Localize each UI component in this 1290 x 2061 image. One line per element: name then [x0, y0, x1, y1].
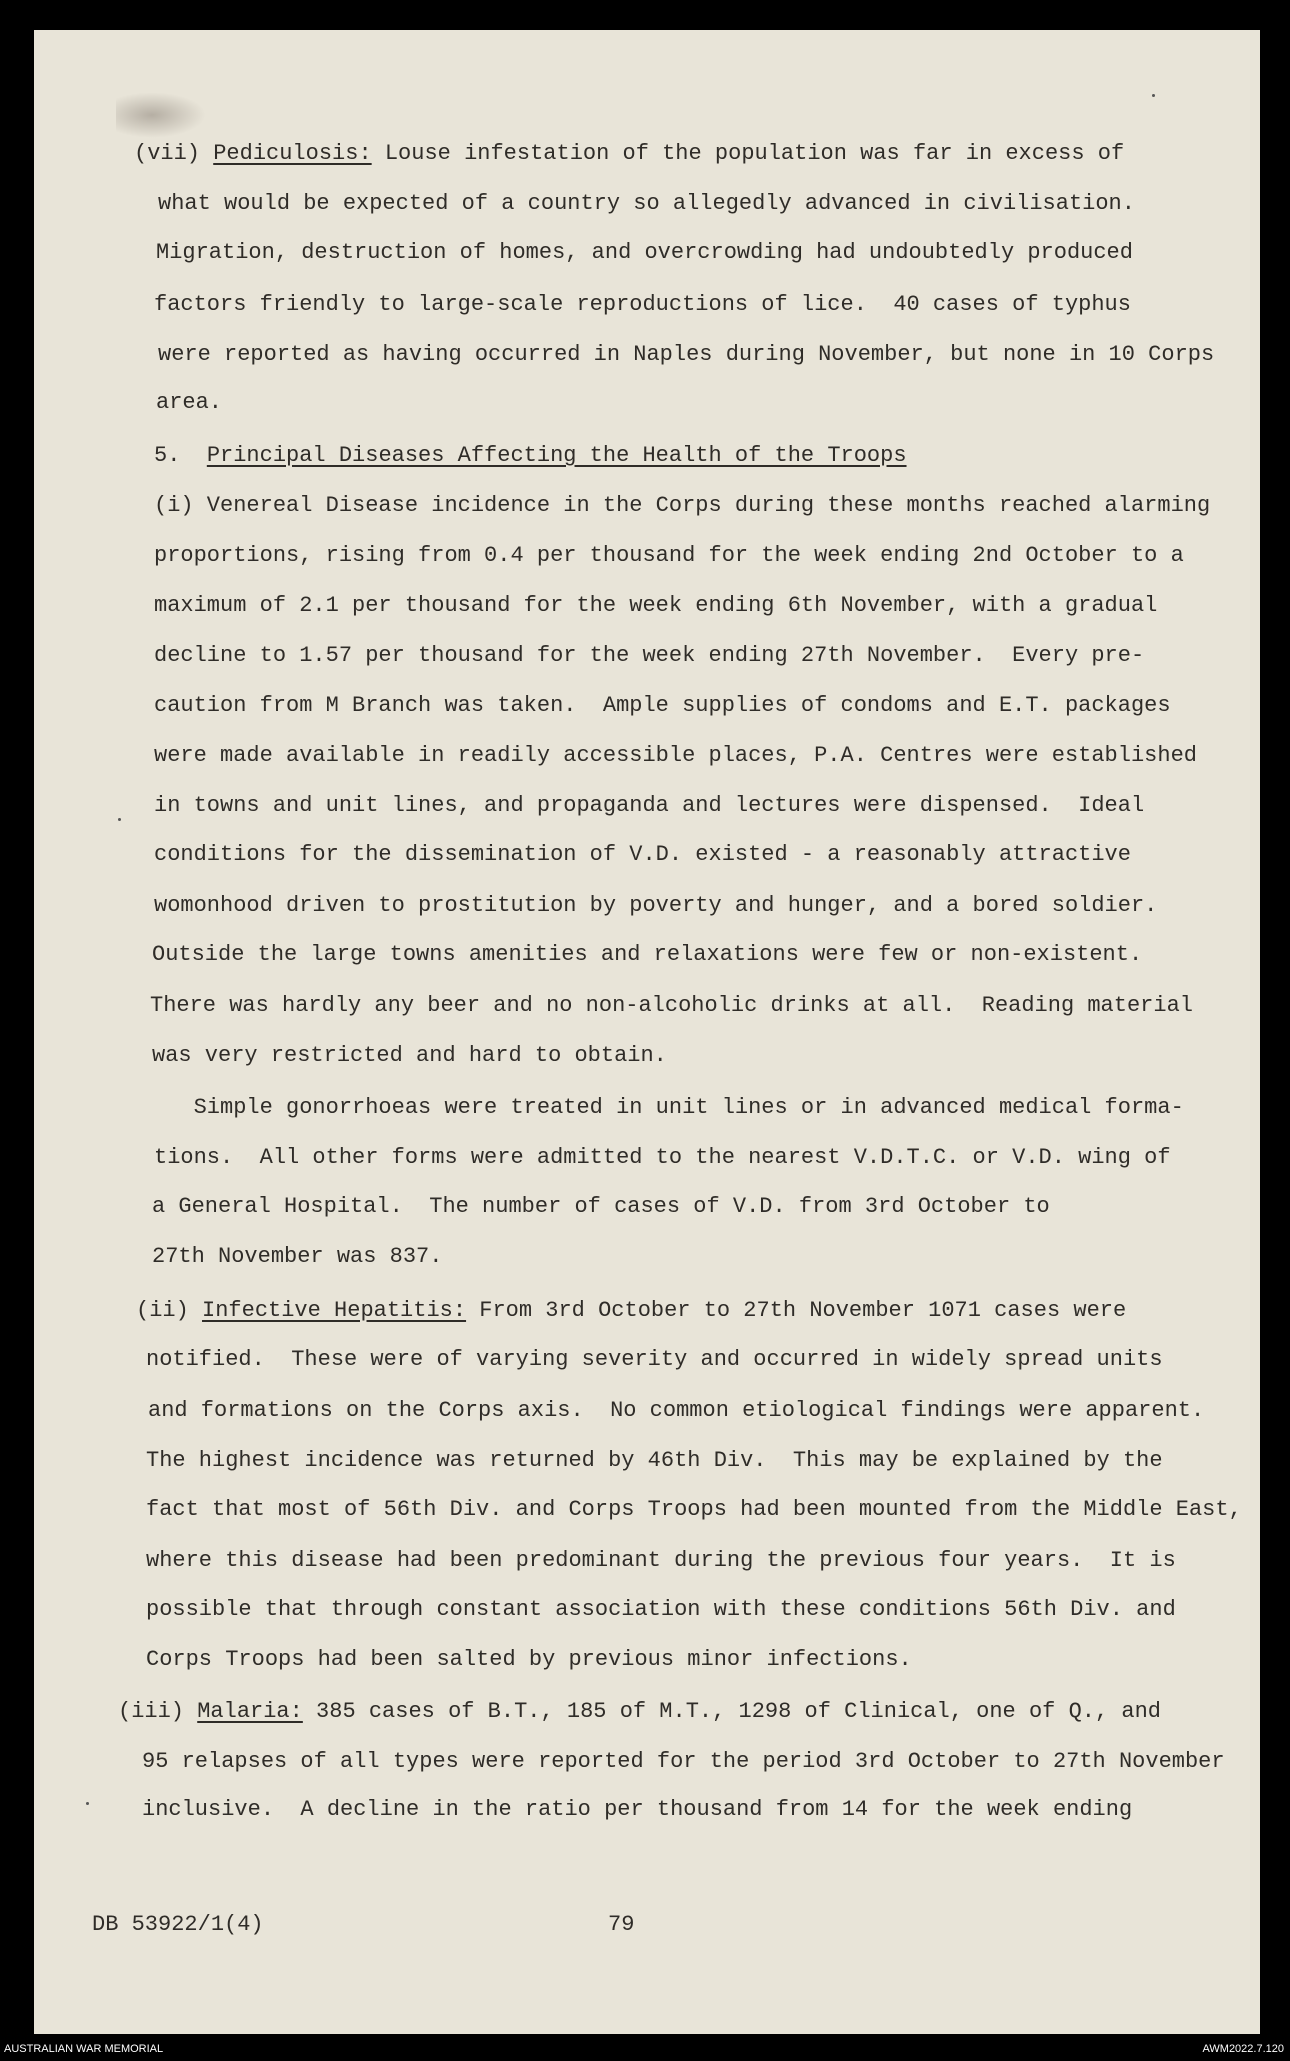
- text-line: where this disease had been predominant during the previous four years. It is: [146, 1548, 1176, 1573]
- text-line: Corps Troops had been salted by previous minor infections.: [146, 1647, 912, 1672]
- text-line: [118, 1687, 1161, 1738]
- section-heading: Malaria:: [197, 1699, 303, 1724]
- section-number: (vii): [134, 141, 214, 166]
- paper-speck: [86, 1802, 89, 1805]
- section-text: 385 cases of B.T., 185 of M.T., 1298 of Clinical, one of Q., and: [302, 1699, 1161, 1724]
- text-line: tions. All other forms were admitted to the nearest V.D.T.C. or V.D. wing of: [154, 1145, 1171, 1170]
- text-line: proportions, rising from 0.4 per thousand for the week ending 2nd October to a: [154, 543, 1184, 568]
- text-line: inclusive. A decline in the ratio per thousand from 14 for the week ending: [142, 1797, 1133, 1822]
- text-line: maximum of 2.1 per thousand for the week ending 6th November, with a gradual: [154, 593, 1158, 618]
- text-line: a General Hospital. The number of cases of V.D. from 3rd October to: [152, 1194, 1050, 1219]
- archive-strip: [0, 2039, 1290, 2061]
- text-line: decline to 1.57 per thousand for the week ending 27th November. Every pre-: [154, 643, 1145, 668]
- text-line: Migration, destruction of homes, and overcrowding had undoubtedly produced: [156, 240, 1133, 265]
- text-line: Outside the large towns amenities and relaxations were few or non-existent.: [152, 942, 1143, 967]
- text-line: Simple gonorrhoeas were treated in unit lines or in advanced medical forma-: [154, 1095, 1184, 1120]
- text-line: in towns and unit lines, and propaganda and lectures were dispensed. Ideal: [154, 793, 1145, 818]
- text-line: possible that through constant association with these conditions 56th Div. and: [146, 1597, 1176, 1622]
- text-line: conditions for the dissemination of V.D. existed - a reasonably attractive: [154, 842, 1131, 867]
- paper-speck: [118, 818, 121, 821]
- section-heading: Pediculosis:: [213, 141, 372, 166]
- text-line: (i) Venereal Disease incidence in the Corps during these months reached alarming: [154, 493, 1211, 518]
- text-line: There was hardly any beer and no non-alcoholic drinks at all. Reading material: [150, 993, 1193, 1018]
- text-line: The highest incidence was returned by 46th Div. This may be explained by the: [146, 1448, 1163, 1473]
- section-text: From 3rd October to 27th November 1071 cases were: [466, 1298, 1127, 1323]
- text-line: 27th November was 837.: [152, 1244, 443, 1269]
- text-line: notified. These were of varying severity and occurred in widely spread units: [146, 1347, 1163, 1372]
- section-number: 5.: [154, 443, 207, 468]
- section-number: (iii): [118, 1699, 198, 1724]
- text-line: and formations on the Corps axis. No common etiological findings were apparent.: [148, 1398, 1205, 1423]
- section-text: Louse infestation of the population was far in excess of: [371, 141, 1125, 166]
- text-line: fact that most of 56th Div. and Corps Troops had been mounted from the Middle East,: [146, 1497, 1242, 1522]
- document-reference: DB 53922/1(4): [92, 1912, 264, 1937]
- archive-name: AUSTRALIAN WAR MEMORIAL: [4, 2043, 164, 2055]
- text-line: [136, 1286, 1126, 1337]
- section-heading: Principal Diseases Affecting the Health of the Troops: [206, 443, 907, 468]
- section-heading: Infective Hepatitis:: [202, 1298, 467, 1323]
- text-line: 95 relapses of all types were reported for the period 3rd October to 27th November: [142, 1749, 1225, 1774]
- text-line: was very restricted and hard to obtain.: [152, 1043, 667, 1068]
- text-line: factors friendly to large-scale reproductions of lice. 40 cases of typhus: [154, 292, 1131, 317]
- section-number: (ii): [136, 1298, 203, 1323]
- text-line: [154, 431, 907, 482]
- paper-speck: [1152, 94, 1155, 97]
- archive-id: AWM2022.7.120: [1202, 2043, 1284, 2055]
- text-line: [134, 129, 1124, 180]
- text-line: were made available in readily accessible places, P.A. Centres were established: [154, 743, 1197, 768]
- text-line: what would be expected of a country so allegedly advanced in civilisation.: [158, 191, 1135, 216]
- page-number: 79: [608, 1912, 635, 1937]
- text-line: womonhood driven to prostitution by poverty and hunger, and a bored soldier.: [154, 893, 1158, 918]
- text-line: caution from M Branch was taken. Ample supplies of condoms and E.T. packages: [154, 693, 1171, 718]
- text-line: area.: [156, 390, 223, 415]
- text-line: were reported as having occurred in Naples during November, but none in 10 Corps: [158, 342, 1215, 367]
